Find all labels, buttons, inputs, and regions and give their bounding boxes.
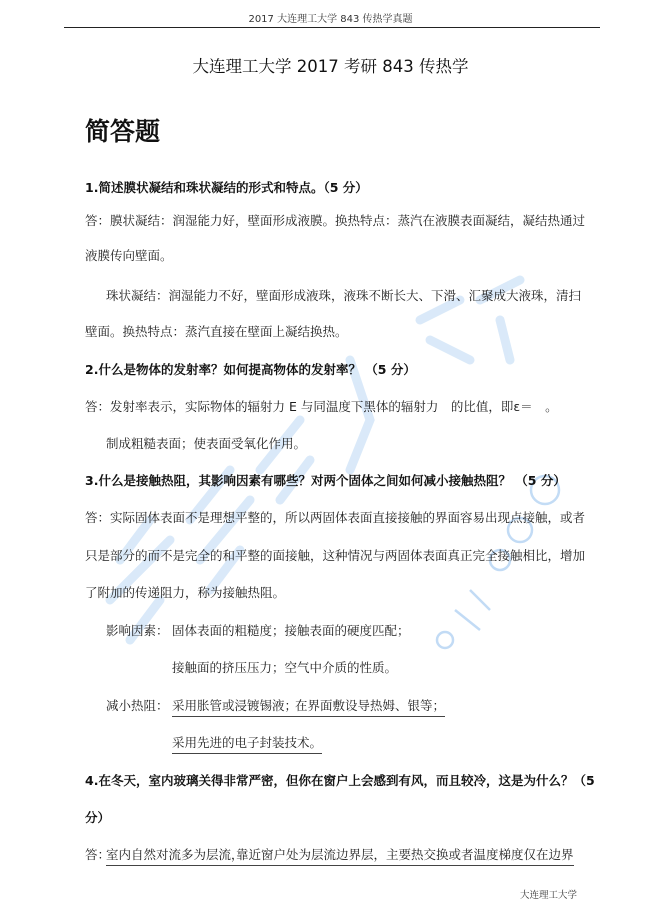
factor-line-2: 接触面的挤压压力；空气中介质的性质。	[172, 660, 398, 675]
reduce-item-1-text: 采用胀管或浸镀锡液；	[172, 698, 297, 717]
reduce-item-1	[172, 696, 297, 714]
answer-1-line-4: 壁面。换热特点：蒸汽直接在壁面上凝结换热。	[85, 324, 348, 339]
question-3: 3.什么是接触热阻，其影响因素有哪些？对两个固体之间如何减小接触热阻？ （5 分）	[85, 473, 566, 488]
answer-4-prefix: 答：	[85, 847, 111, 862]
answer-3-line-3: 了附加的传递阻力，称为接触热阻。	[85, 585, 286, 600]
reduce-item-3	[172, 733, 322, 751]
factor-line-1: 固体表面的粗糙度；接触表面的硬度匹配；	[172, 623, 410, 638]
answer-3-line-1: 答：实际固体表面不是理想平整的，所以两固体表面直接接触的界面容易出现点接触，或者	[85, 510, 586, 525]
question-1: 1.简述膜状凝结和珠状凝结的形式和特点。（5 分）	[85, 180, 368, 195]
question-4-line-1: 4.在冬天，室内玻璃关得非常严密，但你在窗户上会感到有风，而且较冷，这是为什么？（5	[85, 773, 595, 788]
reduce-item-3-text: 采用先进的电子封装技术。	[172, 735, 322, 754]
reduce-item-2-text: 在界面敷设导热姆、银等；	[295, 698, 445, 717]
answer-2-line-1: 答：发射率表示，实际物体的辐射力 E 与同温度下黑体的辐射力 的比值，即ε＝ 。	[85, 399, 558, 414]
document-title: 大连理工大学 2017 考研 843 传热学	[192, 57, 469, 76]
page-footer: 大连理工大学	[519, 890, 577, 901]
answer-3-line-2: 只是部分的而不是完全的和平整的面接触，这种情况与两固体表面真正完全接触相比，增加	[85, 548, 586, 563]
question-4-line-2: 分）	[85, 810, 111, 825]
answer-4-seg-2	[236, 845, 574, 863]
answer-1-line-2: 液膜传向壁面。	[85, 248, 173, 263]
answer-1-line-1: 答：膜状凝结：润湿能力好，壁面形成液膜。换热特点：蒸汽在液膜表面凝结，凝结热通过	[85, 213, 586, 228]
running-header: 2017 大连理工大学 843 传热学真题	[248, 14, 413, 25]
answer-4-seg-1	[106, 845, 244, 863]
reduce-label: 减小热阻：	[106, 698, 169, 713]
factors-label: 影响因素：	[106, 623, 169, 638]
answer-4-seg-1-text: 室内自然对流多为层流，	[106, 847, 244, 866]
answer-2-line-2: 制成粗糙表面；使表面受氧化作用。	[106, 436, 307, 451]
question-2: 2.什么是物体的发射率？如何提高物体的发射率？ （5 分）	[85, 362, 416, 377]
reduce-item-2	[295, 696, 445, 714]
section-title: 简答题	[85, 117, 161, 146]
header-rule	[64, 27, 600, 28]
answer-1-line-3: 珠状凝结：润湿能力不好，壁面形成液珠，液珠不断长大、下滑、汇聚成大液珠，清扫	[106, 288, 582, 303]
answer-4-seg-2-text: 靠近窗户处为层流边界层，主要热交换或者温度梯度仅在边界	[236, 847, 574, 866]
